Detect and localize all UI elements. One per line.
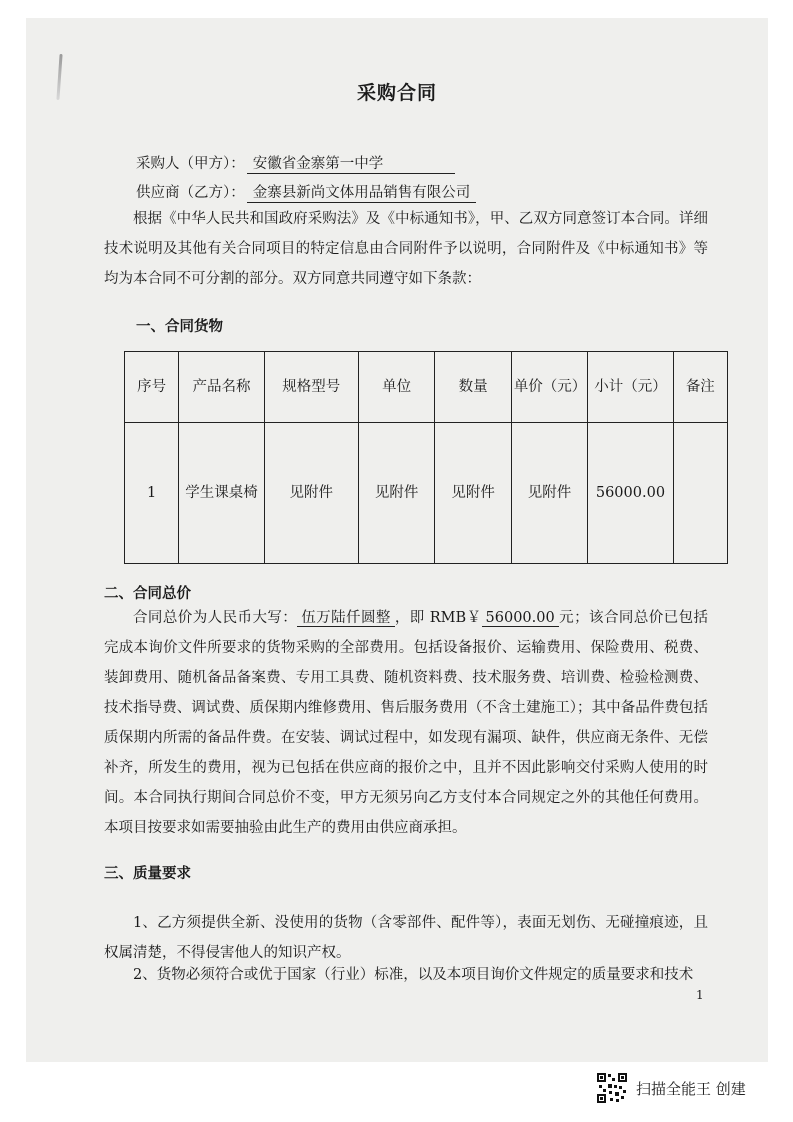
header-cell: 数量 [435, 352, 511, 423]
price-uppercase: 伍万陆仟圆整 [297, 610, 395, 627]
price-amount: 56000.00 [482, 610, 559, 627]
watermark-text: 扫描全能王 创建 [636, 1079, 746, 1098]
header-cell: 规格型号 [264, 352, 358, 423]
header-cell: 小计（元） [588, 352, 673, 423]
header-cell: 单价（元） [511, 352, 587, 423]
price-unit: 元 [558, 610, 575, 626]
price-paragraph [104, 603, 708, 843]
section-quality-heading: 三、质量要求 [104, 865, 191, 882]
supplier-label: 供应商（乙方）： [136, 185, 245, 201]
section-price-heading: 二、合同总价 [104, 585, 191, 602]
cell-quantity: 见附件 [435, 423, 511, 564]
price-mid: ，即 RMB￥ [394, 610, 482, 626]
goods-table [124, 351, 728, 564]
document-page [26, 18, 768, 1062]
intro-paragraph: 根据《中华人民共和国政府采购法》及《中标通知书》，甲、乙双方同意签订本合同。详细技术说明及其他有关合同项目的特定信息由合同附件予以说明，合同附件及《中标通知书》等均为本合同不可分割的部分。双方同意共同遵守如下条款： [104, 211, 708, 287]
supplier-value: 金寨县新尚文体用品销售有限公司 [247, 181, 477, 203]
page-number: 1 [696, 988, 704, 1002]
header-cell: 产品名称 [179, 352, 264, 423]
supplier-line [136, 181, 476, 203]
header-cell: 序号 [125, 352, 179, 423]
buyer-label: 采购人（甲方）： [136, 156, 245, 172]
cell-spec: 见附件 [264, 423, 358, 564]
scanner-watermark [596, 1072, 746, 1104]
cell-index: 1 [125, 423, 179, 564]
table-header-row [125, 352, 728, 423]
price-rest: ；该合同总价已包括完成本询价文件所要求的货物采购的全部费用。包括设备报价、运输费用、保险费用、税费、装卸费用、随机备品备案费、专用工具费、随机资料费、技术服务费、培训费、检验检测费、技术指导费、调试费、质保期内维修费用、售后服务费用（不含土建施工）；其中备品件费包括质保期内所需的备品件费。在安装、调试过程中，如发现有漏项、缺件，供应商无条件、无偿补齐，所发生的费用，视为已包括在供应商的报价之中，且并不因此影响交付采购人使用的时间。本合同执行期间合同总价不变，甲方无须另向乙方支付本合同规定之外的其他任何费用。本项目按要求如需要抽验由此生产的费用由供应商承担。 [104, 610, 709, 836]
buyer-value: 安徽省金寨第一中学 [247, 152, 455, 174]
header-cell: 备注 [673, 352, 727, 423]
qr-code-icon [596, 1072, 628, 1104]
cell-unit-price: 见附件 [511, 423, 587, 564]
price-lead: 合同总价为人民币大写： [133, 610, 298, 626]
document-title: 采购合同 [356, 82, 437, 104]
quality-paragraph-1: 1、乙方须提供全新、没使用的货物（含零部件、配件等），表面无划伤、无碰撞痕迹，且权属清楚，不得侵害他人的知识产权。 [104, 915, 708, 961]
cell-unit: 见附件 [358, 423, 434, 564]
table-row [125, 423, 728, 564]
cell-remark [673, 423, 727, 564]
cell-subtotal: 56000.00 [588, 423, 673, 564]
section-goods-heading: 一、合同货物 [136, 318, 223, 335]
quality-paragraph-2: 2、货物必须符合或优于国家（行业）标准，以及本项目询价文件规定的质量要求和技术 [133, 967, 694, 983]
cell-product: 学生课桌椅 [179, 423, 264, 564]
header-cell: 单位 [358, 352, 434, 423]
buyer-line [136, 152, 455, 174]
